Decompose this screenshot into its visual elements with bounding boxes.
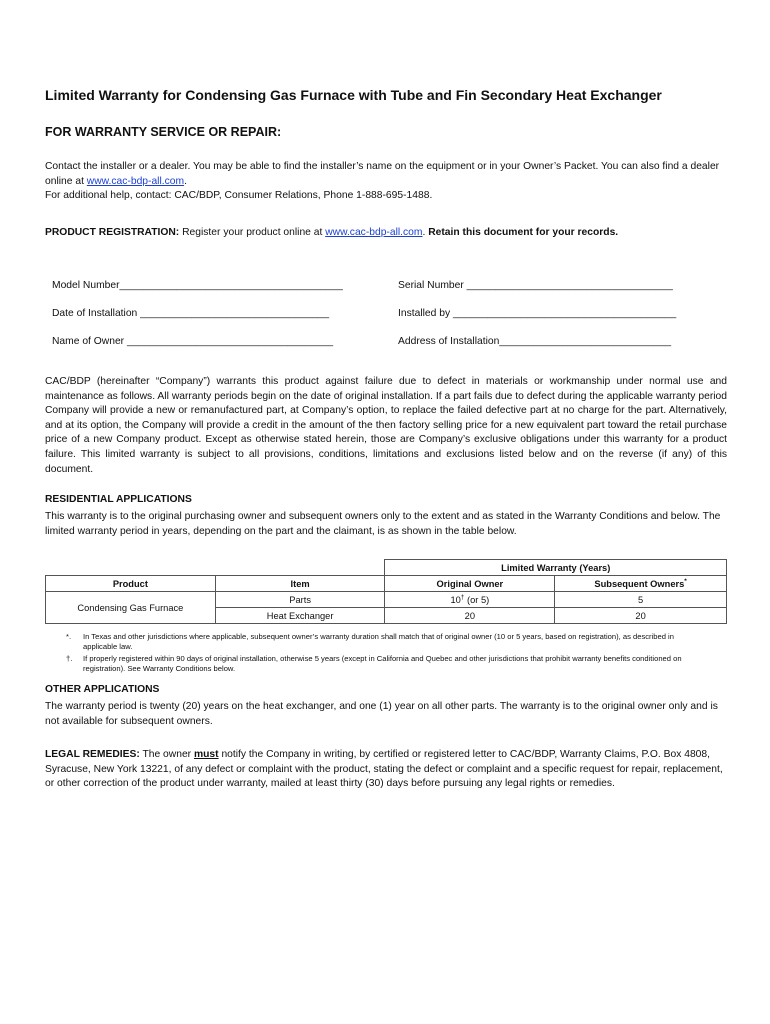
model-number-field[interactable]: Model Number_______________________________________ — [52, 280, 343, 291]
service-heading: FOR WARRANTY SERVICE OR REPAIR: — [45, 125, 282, 139]
help-contact: For additional help, contact: CAC/BDP, Consumer Relations, Phone 1-888-695-1488. — [45, 190, 433, 202]
retain-notice: Retain this document for your records. — [428, 227, 619, 238]
serial-number-field[interactable]: Serial Number ____________________________________ — [398, 280, 673, 291]
registration-label: PRODUCT REGISTRATION: — [45, 227, 180, 238]
limited-warranty-header: Limited Warranty (Years) — [385, 560, 727, 576]
other-applications-heading: OTHER APPLICATIONS — [45, 684, 160, 695]
legal-remedies-label: LEGAL REMEDIES: — [45, 749, 140, 760]
registration-text: Register your product online at — [179, 227, 326, 238]
residential-heading: RESIDENTIAL APPLICATIONS — [45, 494, 192, 505]
original-owner-value: 10 — [450, 594, 461, 605]
must-emphasis: must — [193, 749, 219, 760]
installed-by-field[interactable]: Installed by _______________________________________ — [398, 308, 677, 319]
subsequent-owners-header — [555, 576, 727, 592]
product-header: Product — [46, 576, 216, 592]
installation-date-field[interactable]: Date of Installation _________________________________ — [52, 308, 330, 319]
legal-text: notify the Company in writing, by certified or registered letter to CAC/BDP, Warranty Claims, P.O. Box 4808, Syracuse, New York 13221, of any defect or complaint with the product, stating the defect or complaint and a specific request for repair, replacement, or other correction of the product under warranty, mailed at least thirty (30) days before pursuing any legal rights or remedies. — [45, 749, 723, 790]
item-cell: Heat Exchanger — [215, 608, 385, 624]
dagger-mark: † — [460, 593, 465, 601]
warranty-table — [45, 559, 727, 624]
footnote-mark: †. — [66, 654, 73, 663]
subsequent-owners-mark: * — [684, 577, 687, 585]
item-cell: Parts — [215, 592, 385, 608]
registration-link[interactable]: www.cac-bdp-all.com — [325, 227, 423, 238]
contact-paragraph — [45, 160, 727, 204]
original-owner-suffix: (or 5) — [464, 594, 490, 605]
subsequent-owners-cell: 20 — [555, 608, 727, 624]
contact-period: . — [184, 175, 187, 187]
original-owner-cell — [385, 592, 555, 608]
footnote-text: In Texas and other jurisdictions where applicable, subsequent owner’s warranty duration shall match that of original owner (10 or 5 years, based on registration), as described in applicable law. — [83, 632, 674, 651]
subsequent-owners-cell: 5 — [555, 592, 727, 608]
page-title: Limited Warranty for Condensing Gas Furnace with Tube and Fin Secondary Heat Exchanger — [45, 87, 662, 103]
item-header: Item — [215, 576, 385, 592]
legal-text: The owner — [139, 749, 194, 760]
original-owner-cell: 20 — [385, 608, 555, 624]
installation-address-field[interactable]: Address of Installation______________________________ — [398, 336, 672, 347]
registration-after: . — [422, 227, 429, 238]
legal-remedies-paragraph — [45, 748, 727, 792]
subsequent-owners-label: Subsequent Owners — [594, 578, 685, 589]
contact-text: Contact the installer or a dealer. You may be able to find the installer’s name on the equipment or in your Owner’s Packet. You can also find a dealer online at — [45, 161, 720, 187]
registration-paragraph — [45, 226, 727, 241]
intro-paragraph: CAC/BDP (hereinafter “Company”) warrants this product against failure due to defect in materials or workmanship under normal use and maintenance as follows. All warranty periods begin on the date of original installation. If a part fails due to defect during the applicable warranty period Company will provide a new or remanufactured part, at Company’s option, to replace the failed defective part at no charge for the part. Alternatively, and at its option, the Company will provide a credit in the amount of the then factory selling price for a new equivalent part toward the retail purchase price of a new Company product. Except as otherwise stated herein, those are Company’s exclusive obligations under this warranty for a product failure. This limited warranty is subject to all provisions, conditions, limitations and exclusions listed below and on the reverse (if any) of this document. — [45, 376, 727, 475]
footnote-mark: *. — [66, 632, 72, 641]
residential-text: This warranty is to the original purchasing owner and subsequent owners only to the extent and as stated in the Warranty Conditions and below. The limited warranty period in years, depending on the part and the claimant, is as shown in the table below. — [45, 511, 721, 537]
dealer-link[interactable]: www.cac-bdp-all.com — [86, 175, 185, 187]
footnote-text: If properly registered within 90 days of original installation, otherwise 5 years (except in California and Quebec and other jurisdictions that prohibit warranty benefits conditioned on registration). See Warranty Conditions below. — [83, 654, 682, 673]
product-cell: Condensing Gas Furnace — [46, 592, 216, 624]
original-owner-header: Original Owner — [385, 576, 555, 592]
other-applications-text: The warranty period is twenty (20) years on the heat exchanger, and one (1) year on all other parts. The warranty is to the original owner only and is not available for subsequent owners. — [45, 701, 718, 727]
table-row — [46, 592, 727, 608]
owner-name-field[interactable]: Name of Owner ____________________________________ — [52, 336, 334, 347]
